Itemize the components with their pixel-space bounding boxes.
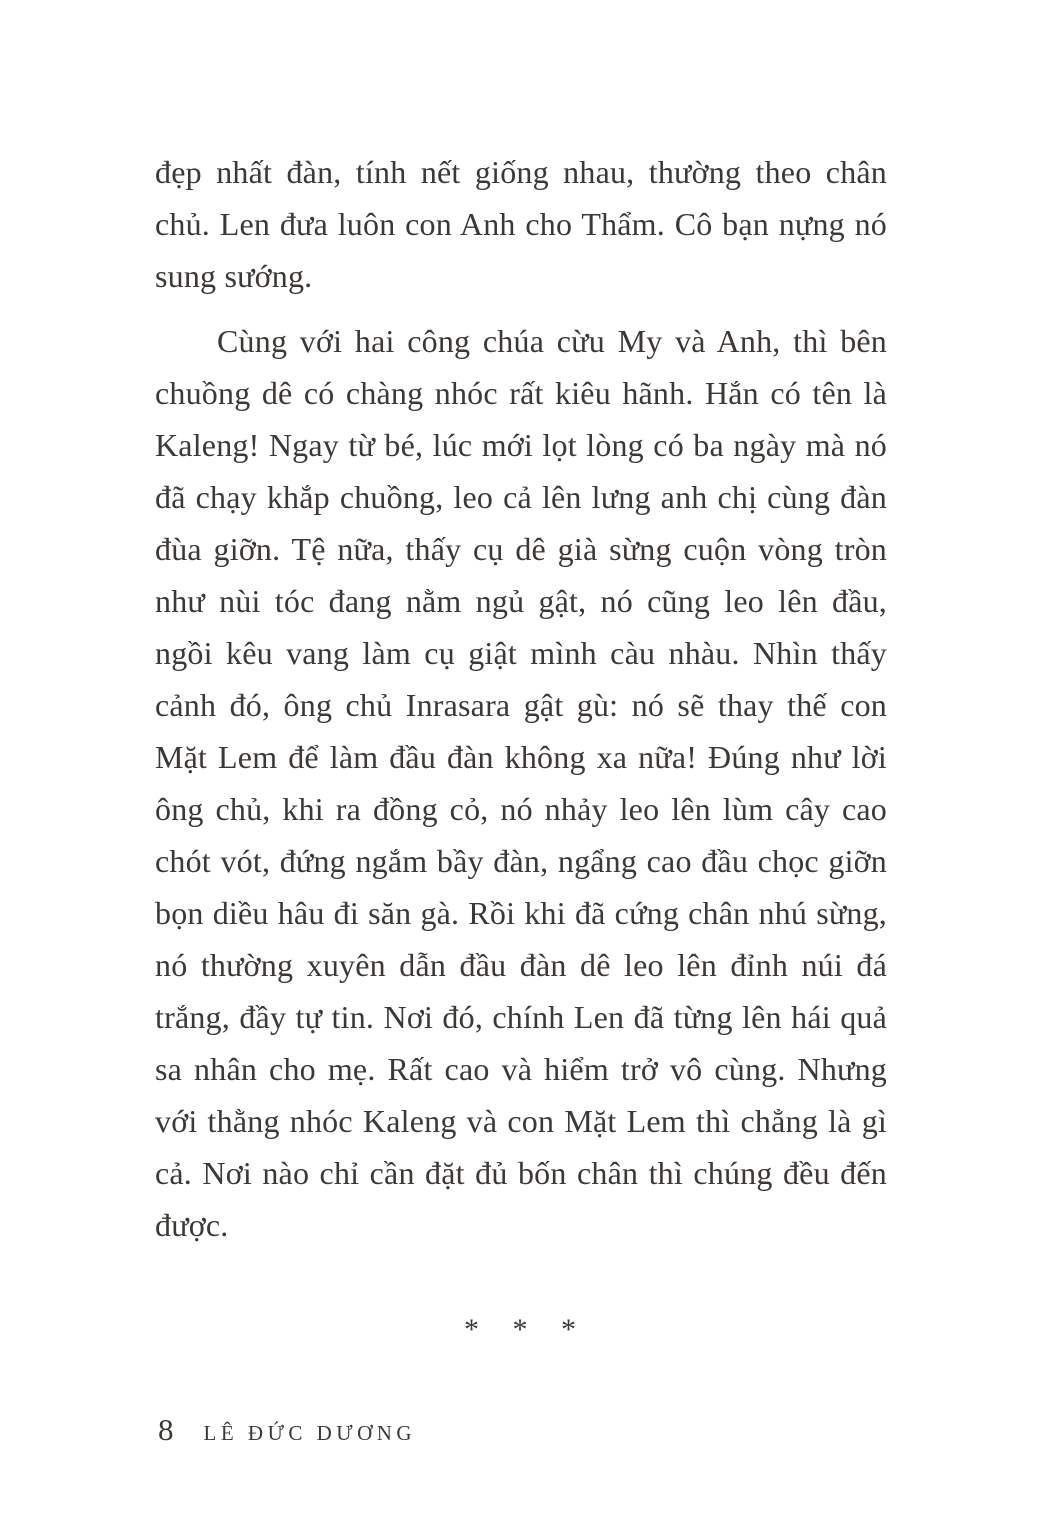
paragraph: đẹp nhất đàn, tính nết giống nhau, thường theo chân chủ. Len đưa luôn con Anh cho Thẩm. Cô bạn nựng nó sung sướng.: [155, 154, 887, 294]
paragraph: Cùng với hai công chúa cừu My và Anh, thì bên chuồng dê có chàng nhóc rất kiêu hãnh. Hắn có tên là Kaleng! Ngay từ bé, lúc mới lọt lòng có ba ngày mà nó đã chạy khắp chuồng, leo cả lên lưng anh chị cùng đàn đùa giỡn. Tệ nữa, thấy cụ dê già sừng cuộn vòng tròn như nùi tóc đang nằm ngủ gật, nó cũng leo lên đầu, ngồi kêu vang làm cụ giật mình càu nhàu. Nhìn thấy cảnh đó, ông chủ Inrasara gật gù: nó sẽ thay thế con Mặt Lem để làm đầu đàn không xa nữa! Đúng như lời ông chủ, khi ra đồng cỏ, nó nhảy leo lên lùm cây cao chót vót, đứng ngắm bầy đàn, ngẩng cao đầu chọc giỡn bọn diều hâu đi săn gà. Rồi khi đã cứng chân nhú sừng, nó thường xuyên dẫn đầu đàn dê leo lên đỉnh núi đá trắng, đầy tự tin. Nơi đó, chính Len đã từng lên hái quả sa nhân cho mẹ. Rất cao và hiểm trở vô cùng. Nhưng với thằng nhóc Kaleng và con Mặt Lem thì chẳng là gì cả. Nơi nào chỉ cần đặt đủ bốn chân thì chúng đều đến được.: [155, 323, 887, 1243]
page-number: 8: [158, 1412, 174, 1447]
section-break-asterisks: * * *: [464, 1313, 578, 1346]
body-text-block: [155, 146, 887, 1347]
page-footer: [158, 1412, 416, 1448]
author-name: LÊ ĐỨC DƯƠNG: [203, 1421, 417, 1445]
